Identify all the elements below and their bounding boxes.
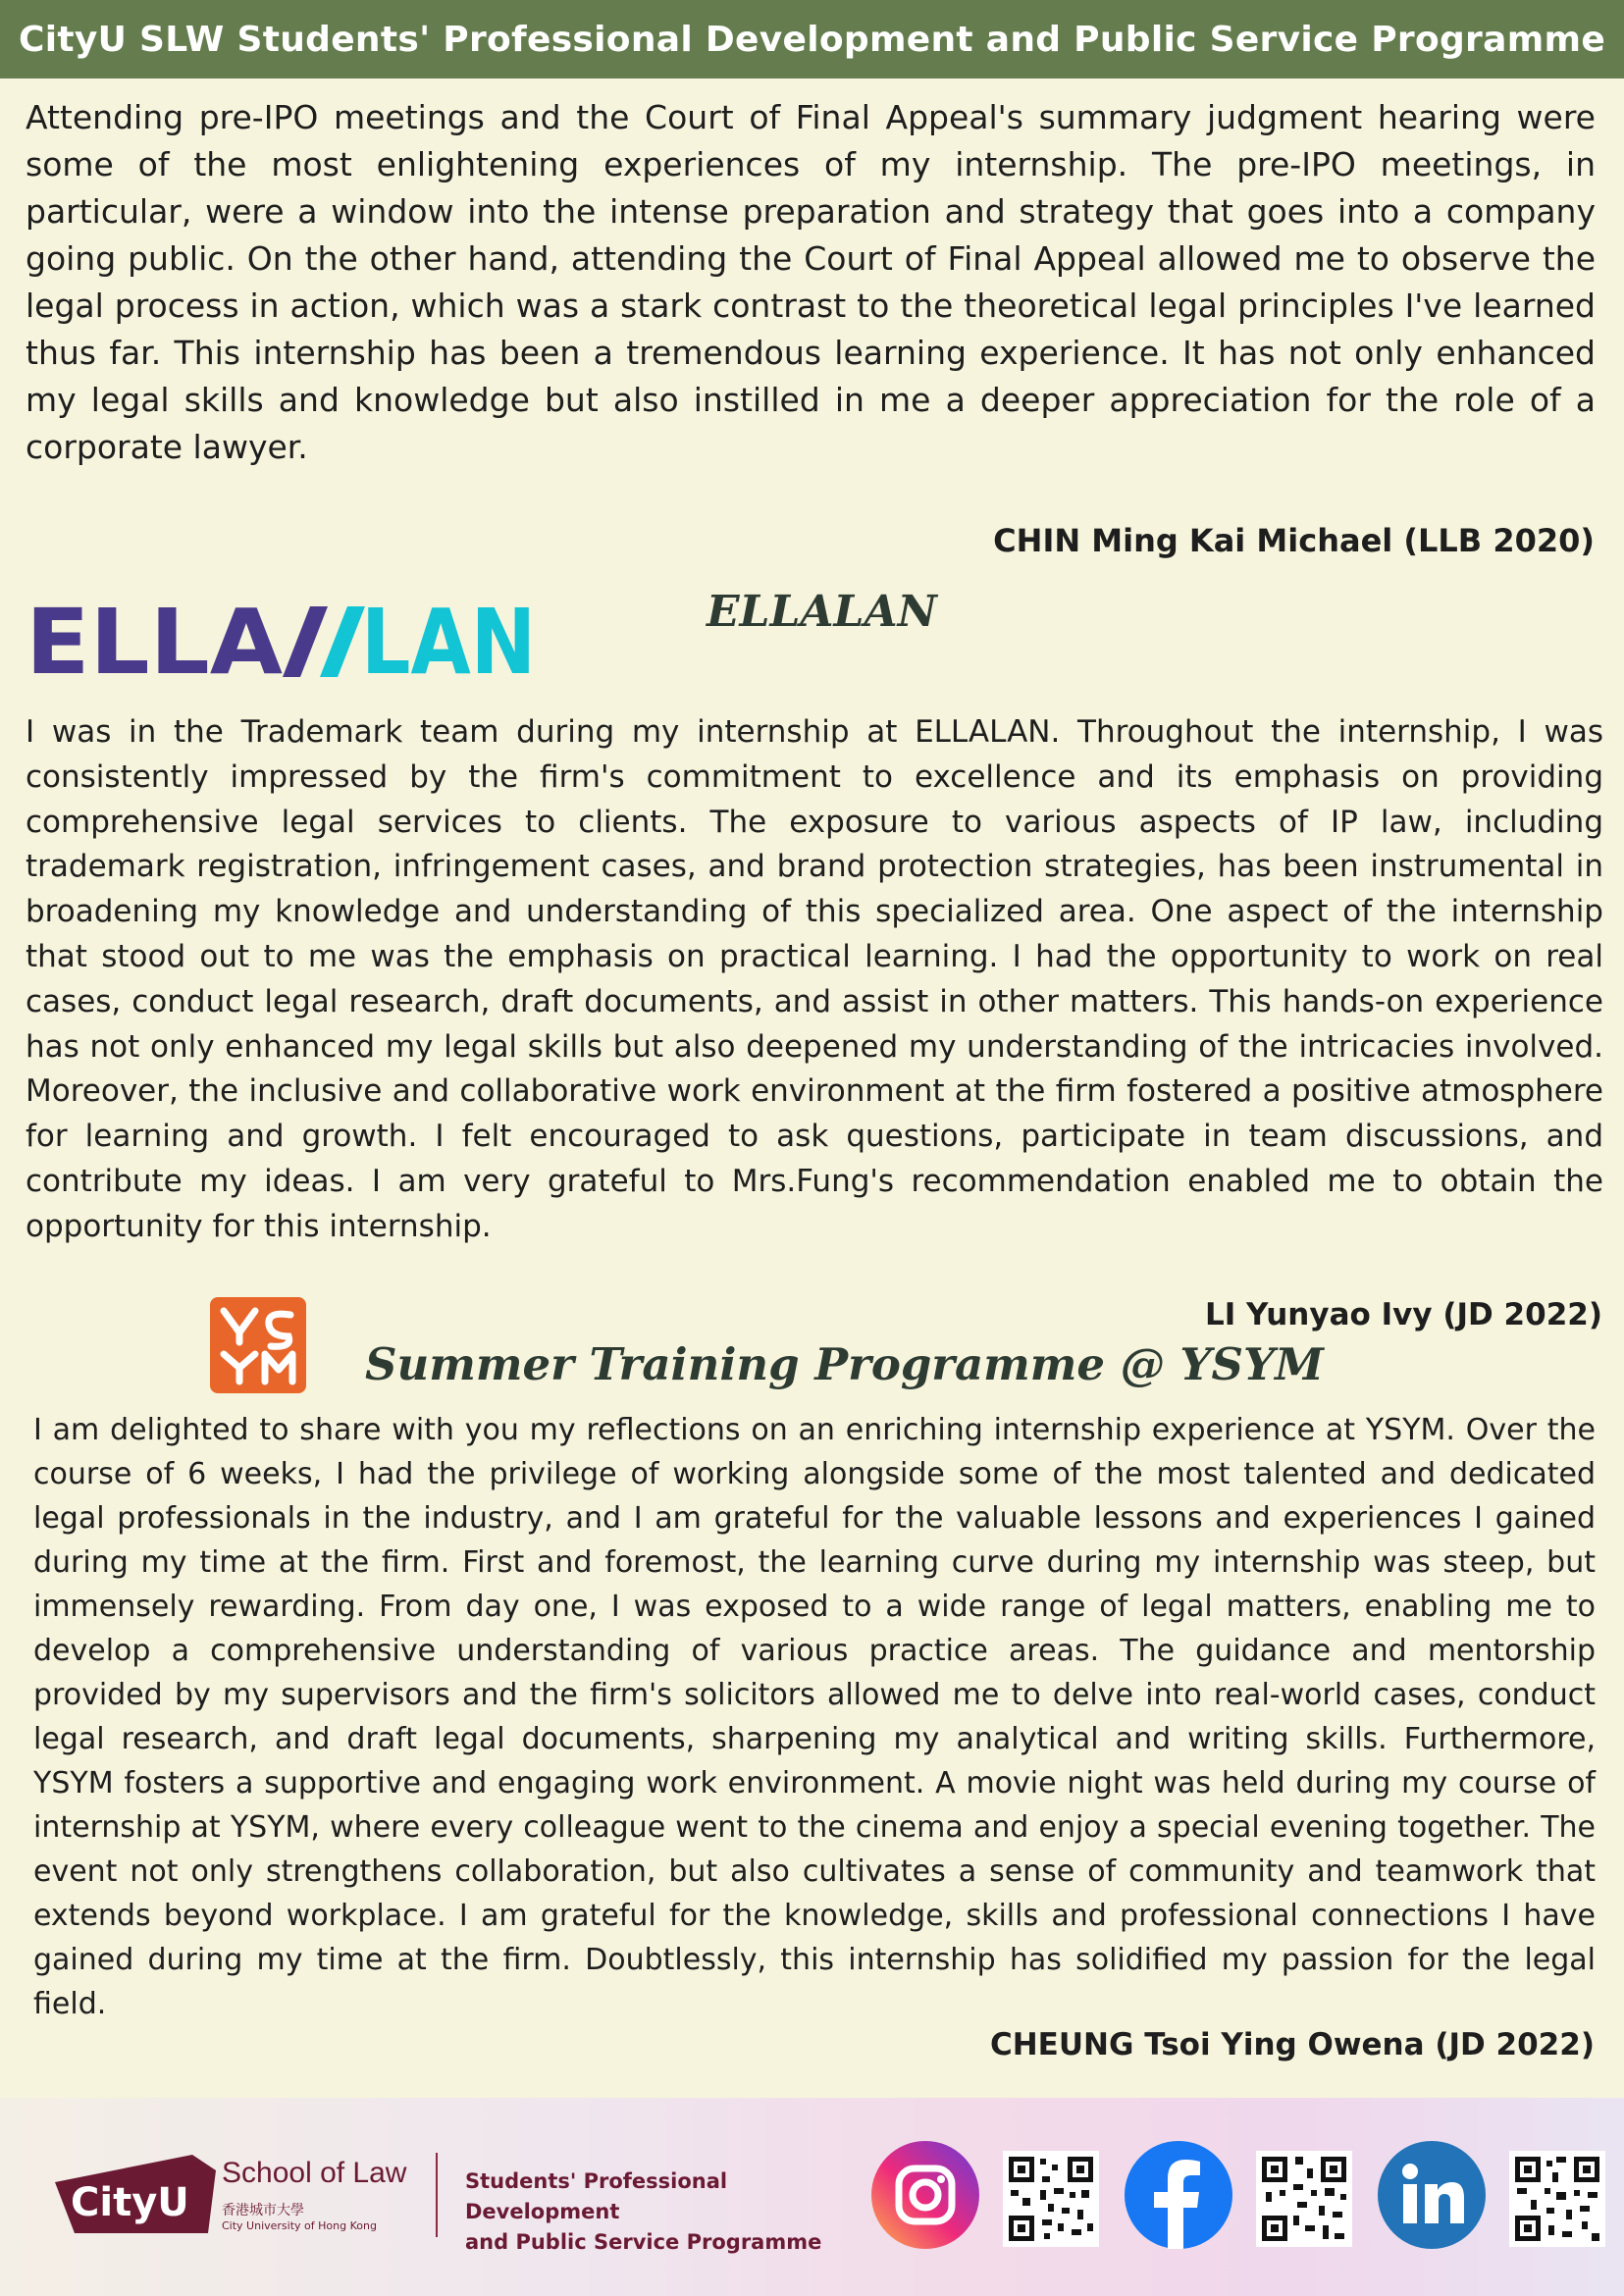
linkedin-icon[interactable]	[1376, 2139, 1488, 2251]
facebook-qr-code	[1256, 2151, 1352, 2247]
svg-text:ELLA: ELLA	[26, 590, 283, 695]
header-title: CityU SLW Students' Professional Development and Public Service Programme	[18, 19, 1606, 60]
testimonial-3-author: CHEUNG Tsoi Ying Owena (JD 2022)	[989, 2027, 1595, 2062]
instagram-qr-code	[1003, 2151, 1099, 2247]
ysym-logo	[210, 1297, 306, 1393]
page-header	[0, 0, 1624, 78]
facebook-icon[interactable]	[1123, 2139, 1234, 2251]
testimonial-3-text: I am delighted to share with you my reflections on an enriching internship experience at YSYM. Over the course of 6 weeks, I had the privilege of working alongside some of the most talented and dedicated legal professionals in the industry, and I am grateful for the valuable lessons and experiences I gained during my time at the firm. First and foremost, the learning curve during my internship was steep, but immensely rewarding. From day one, I was exposed to a wide range of legal matters, enabling me to develop a comprehensive understanding of various practice areas. The guidance and mentorship provided by my supervisors and the firm's solicitors allowed me to delve into real-world cases, conduct legal research, and draft legal documents, sharpening my analytical and writing skills. Furthermore, YSYM fosters a supportive and engaging work environment. A movie night was held during my course of internship at YSYM, where every colleague went to the cinema and enjoy a special evening together. The event not only strengthens collaboration, but also cultivates a sense of community and teamwork that extends beyond workplace. I am grateful for the knowledge, skills and professional connections I have gained during my time at the firm. Doubtlessly, this internship has solidified my passion for the legal field.	[33, 1413, 1596, 2021]
footer-divider	[436, 2153, 438, 2237]
programme-name	[465, 2166, 877, 2258]
svg-text:LAN: LAN	[361, 590, 536, 695]
testimonial-1-author: CHIN Ming Kai Michael (LLB 2020)	[993, 522, 1595, 559]
svg-text:CityU: CityU	[71, 2180, 189, 2225]
cityu-logo	[35, 2125, 222, 2233]
programme-name-line-1: Students' Professional Development	[465, 2169, 728, 2223]
testimonial-2-text: I was in the Trademark team during my internship at ELLALAN. Throughout the internship, I was consistently impressed by the firm's commitment to excellence and its emphasis on providing comprehensive legal services to clients. The exposure to various aspects of IP law, including trademark registration, infringement cases, and brand protection strategies, has been instrumental in broadening my knowledge and understanding of this specialized area. One aspect of the internship that stood out to me was the emphasis on practical learning. I had the opportunity to work on real cases, conduct legal research, draft documents, and assist in other matters. This hands-on experience has not only enhanced my legal skills but also deepened my understanding of the intricacies involved. Moreover, the inclusive and collaborative work environment at the firm fostered a positive atmosphere for learning and growth. I felt encouraged to ask questions, participate in team discussions, and contribute my ideas. I am very grateful to Mrs.Fung's recommendation enabled me to obtain the opportunity for this internship.	[26, 714, 1603, 1244]
linkedin-qr-code	[1509, 2151, 1605, 2247]
school-english-name: City University of Hong Kong	[222, 2219, 377, 2232]
testimonial-1-text: Attending pre-IPO meetings and the Court of Final Appeal's summary judgment hearing were some of the most enlightening experiences of my internship. The pre-IPO meetings, in particular, were a window into the intense preparation and strategy that goes into a company going public. On the other hand, attending the Court of Final Appeal allowed me to observe the legal process in action, which was a stark contrast to the theoretical legal principles I've learned thus far. This internship has been a tremendous learning experience. It has not only enhanced my legal skills and knowledge but also instilled in me a deeper appreciation for the role of a corporate lawyer.	[26, 98, 1596, 466]
instagram-icon[interactable]	[869, 2139, 981, 2251]
school-of-law-label: School of Law	[222, 2157, 407, 2189]
ellalan-section-title: ELLALAN	[707, 587, 937, 637]
ysym-section-title: Summer Training Programme @ YSYM	[365, 1338, 1324, 1390]
ellalan-logo	[26, 590, 536, 695]
testimonial-2-author: LI Yunyao Ivy (JD 2022)	[1204, 1297, 1602, 1332]
school-chinese-name: 香港城市大學	[222, 2203, 304, 2218]
programme-name-line-2: and Public Service Programme	[465, 2230, 822, 2254]
